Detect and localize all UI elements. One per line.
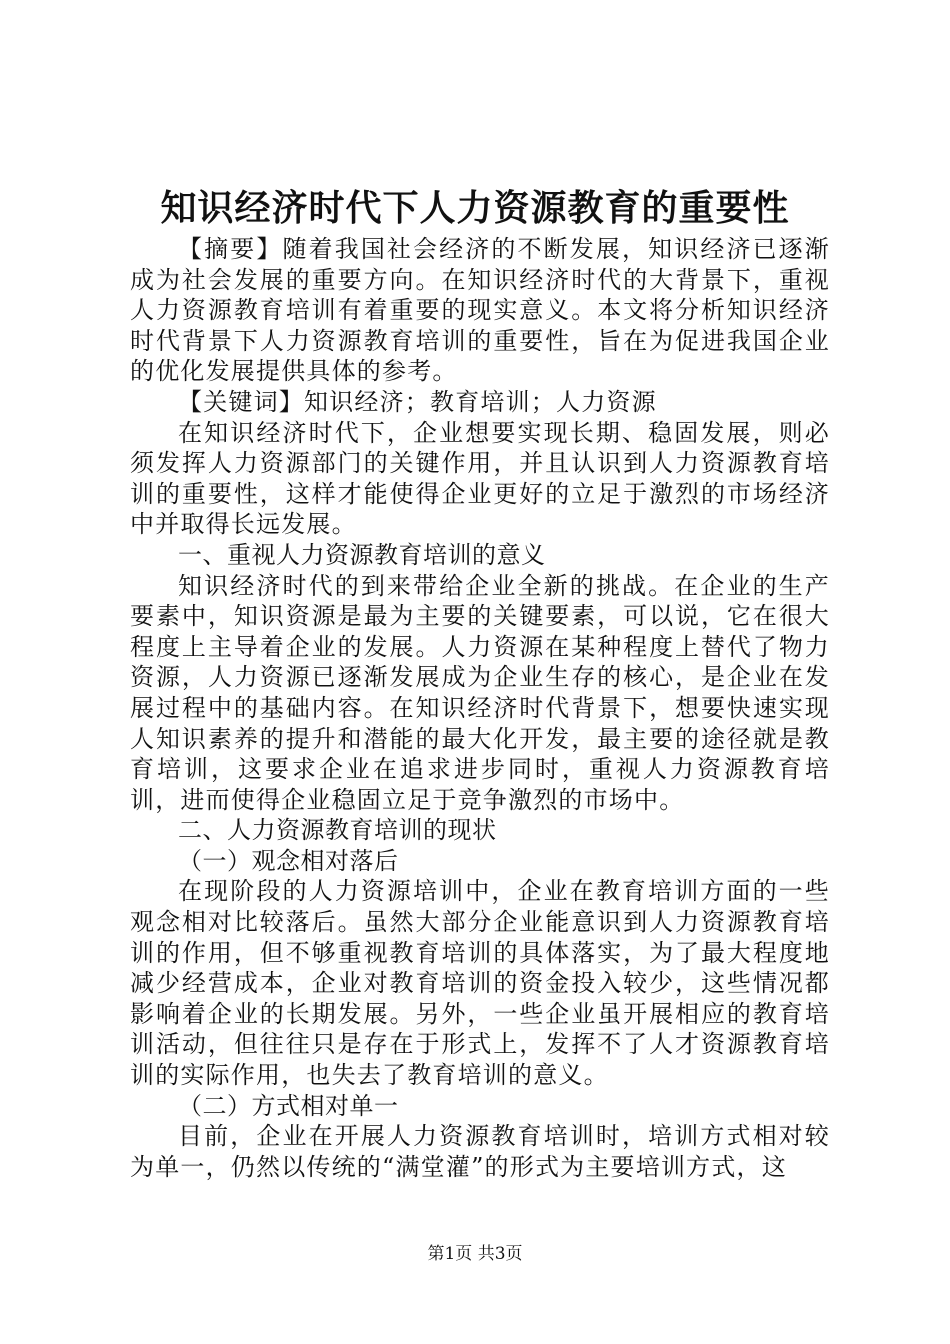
subsection-heading-1: （一）观念相对落后	[178, 846, 399, 875]
section-heading-2: 二、人力资源教育培训的现状	[178, 816, 497, 845]
document-body	[130, 234, 830, 1182]
section-heading-1: 一、重视人力资源教育培训的意义	[178, 540, 546, 569]
abstract-paragraph: 【摘要】随着我国社会经济的不断发展，知识经济已逐渐成为社会发展的重要方向。在知识经济时代的大背景下，重视人力资源教育培训有着重要的现实意义。本文将分析知识经济时代背景下人力资源教育培训的重要性，旨在为促进我国企业的优化发展提供具体的参考。	[130, 235, 830, 386]
section-paragraph-1: 知识经济时代的到来带给企业全新的挑战。在企业的生产要素中，知识资源是最为主要的关键要素，可以说，它在很大程度上主导着企业的发展。人力资源在某种程度上替代了物力资源，人力资源已逐渐发展成为企业生存的核心，是企业在发展过程中的基础内容。在知识经济时代背景下，想要快速实现人知识素养的提升和潜能的最大化开发，最主要的途径就是教育培训，这要求企业在追求进步同时，重视人力资源教育培训，进而使得企业稳固立足于竞争激烈的市场中。	[130, 571, 830, 814]
document-title: 知识经济时代下人力资源教育的重要性	[160, 187, 790, 229]
subsection-heading-2: （二）方式相对单一	[178, 1091, 399, 1120]
intro-paragraph: 在知识经济时代下，企业想要实现长期、稳固发展，则必须发挥人力资源部门的关键作用，并且认识到人力资源教育培训的重要性，这样才能使得企业更好的立足于激烈的市场经济中并取得长远发展。	[130, 418, 830, 539]
subsection-paragraph-1: 在现阶段的人力资源培训中，企业在教育培训方面的一些观念相对比较落后。虽然大部分企业能意识到人力资源教育培训的作用，但不够重视教育培训的具体落实，为了最大程度地减少经营成本，企业对教育培训的资金投入较少，这些情况都影响着企业的长期发展。另外，一些企业虽开展相应的教育培训活动，但往往只是存在于形式上，发挥不了人才资源教育培训的实际作用，也失去了教育培训的意义。	[130, 877, 830, 1090]
subsection-paragraph-2: 目前，企业在开展人力资源教育培训时，培训方式相对较为单一，仍然以传统的“满堂灌”的形式为主要培训方式，这	[130, 1122, 830, 1181]
page-footer: 第1页 共3页	[427, 1244, 523, 1264]
keywords-paragraph: 【关键词】知识经济；教育培训；人力资源	[178, 387, 657, 416]
